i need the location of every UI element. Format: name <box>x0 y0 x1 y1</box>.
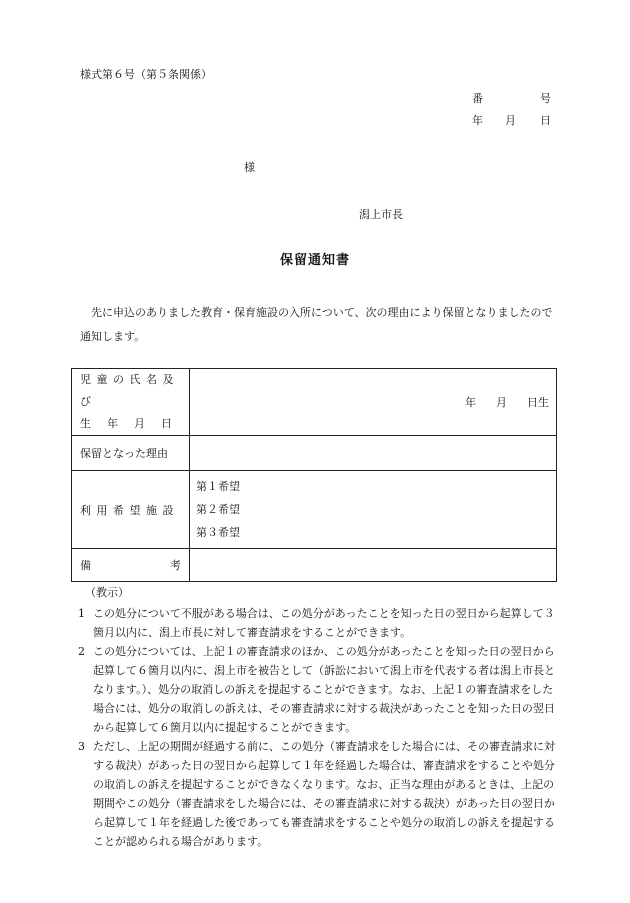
instruction-text: この処分について不服がある場合は、この処分があったことを知った日の翌日から起算して３箇月以内に、潟上市長に対して審査請求をすることができます。 <box>93 607 555 639</box>
table-row <box>72 549 557 582</box>
third-choice-label: 第３希望 <box>196 526 240 539</box>
child-name-birthdate-value <box>190 369 557 436</box>
birth-year-label: 年 <box>465 396 476 409</box>
document-number-suffix: 号 <box>540 92 551 105</box>
birth-day-label: 日生 <box>527 396 549 409</box>
instruction-item <box>80 737 560 851</box>
table-row <box>72 369 557 436</box>
notice-body: 先に申込のありました教育・保育施設の入所について、次の理由により保留となりましたので通知します。 <box>80 306 553 343</box>
second-choice-label: 第２希望 <box>196 503 240 516</box>
instruction-number: 1 <box>78 607 85 620</box>
child-name-label: 児童の氏名及び <box>80 373 179 408</box>
desired-facility-value <box>190 471 557 549</box>
recipient-honorific: 様 <box>244 161 255 174</box>
issue-date-year: 年 <box>472 114 483 127</box>
child-name-birthdate-label <box>72 369 190 436</box>
desired-facility-label <box>72 471 190 549</box>
instructions-section <box>80 583 560 851</box>
instructions-title: （教示） <box>85 586 129 599</box>
remarks-label-b: 考 <box>170 559 181 572</box>
reason-label-text: 保留となった理由 <box>80 447 168 460</box>
issue-date-month: 月 <box>505 114 516 127</box>
instruction-text: ただし、上記の期間が経過する前に、この処分（審査請求をした場合には、その審査請求に対する裁決）があった日の翌日から起算して１年を経過した場合は、審査請求をすることや処分の取消しの訴えを提起することができなくなります。なお、正当な理由があるときは、上記の期間やこの処分（審査請求をした場合には、その審査請求に対する裁決）があった日の翌日から起算して１年を経過した後であっても審査請求をすることや処分の取消しの訴えを提起することが認められる場合があります。 <box>93 740 555 848</box>
issuer-name: 潟上市長 <box>359 208 403 221</box>
table-row <box>72 436 557 471</box>
instruction-number: 2 <box>78 645 85 658</box>
issue-date-day: 日 <box>540 114 551 127</box>
instruction-item <box>80 642 560 737</box>
table-row <box>72 471 557 549</box>
birthdate-label: 生年月日 <box>80 417 188 430</box>
first-choice-label: 第１希望 <box>196 480 240 493</box>
info-table <box>71 368 557 582</box>
reason-label <box>72 436 190 471</box>
instruction-number: 3 <box>78 740 85 753</box>
remarks-label-a: 備 <box>80 559 91 572</box>
instruction-text: この処分については、上記１の審査請求のほか、この処分があったことを知った日の翌日から起算して６箇月以内に、潟上市を被告として（訴訟において潟上市を代表する者は潟上市長となります。）、処分の取消しの訴えを提起することができます。なお、上記１の審査請求をした場合には、処分の取消しの訴えは、その審査請求に対する裁決があったことを知った日の翌日から起算して６箇月以内に提起することができます。 <box>93 645 555 734</box>
instruction-item <box>80 604 560 642</box>
remarks-value <box>190 549 557 582</box>
reason-value <box>190 436 557 471</box>
desired-facility-label-text: 利用希望施設 <box>80 503 179 517</box>
remarks-label <box>72 549 190 582</box>
document-number-label: 番 <box>472 92 483 105</box>
birth-month-label: 月 <box>496 396 507 409</box>
document-title: 保留通知書 <box>279 253 350 268</box>
form-number: 様式第６号（第５条関係） <box>80 68 212 81</box>
